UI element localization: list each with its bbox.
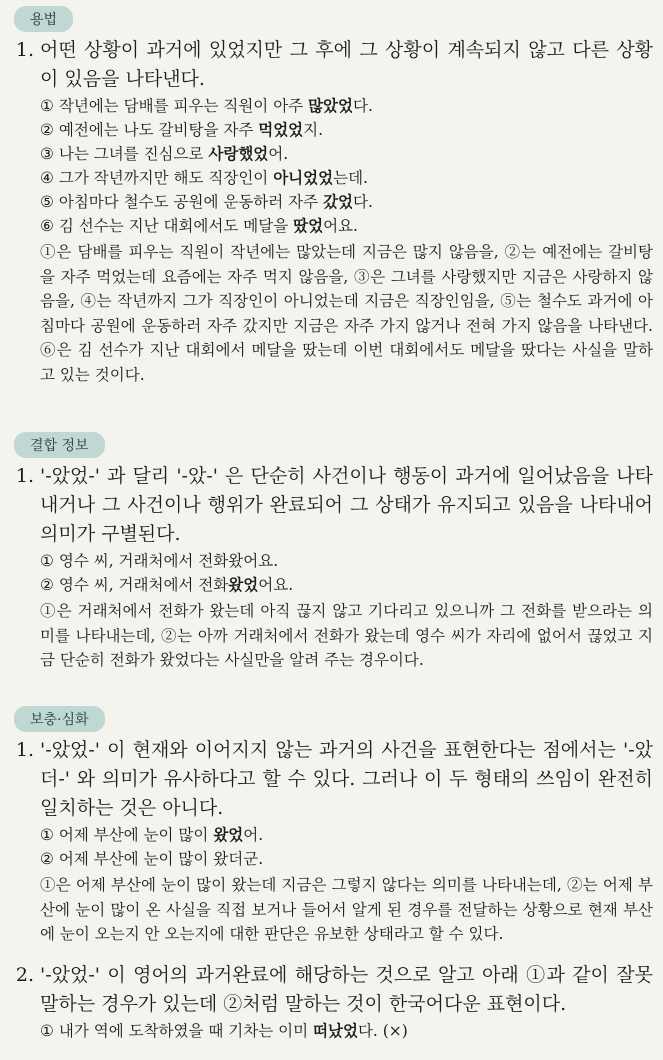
item-lead: 어떤 상황이 과거에 있었지만 그 후에 그 상황이 계속되지 않고 다른 상황이 있음을 나타낸다. (40, 39, 653, 90)
explanation: ①은 거래처에서 전화가 왔는데 아직 끊지 않고 기다리고 있으니까 그 전화를 받으라는 의미를 나타내는데, ②는 아까 거래처에서 전화가 왔는데 영수 씨가 자리에 없어서 끊었고 지금 단순히 전화가 왔었다는 사실만을 알려 주는 경우이다. (40, 602, 653, 669)
item-number: 2. (15, 963, 34, 986)
item-lead: '-았었-' 이 영어의 과거완료에 해당하는 것으로 알고 아래 ①과 같이 잘못 말하는 경우가 있는데 ②처럼 말하는 것이 한국어다운 표현이다. (40, 963, 653, 1015)
explanation: ①은 담배를 피우는 직원이 작년에는 많았는데 지금은 많지 않음을, ②는 예전에는 갈비탕을 자주 먹었는데 요즘에는 자주 먹지 않음을, ③은 그녀를 사랑했지만 지금은 사랑하지 않음을, ④는 작년까지 그가 직장인이 아니었는데 지금은 직장인임을, ⑤는 철수도 과거에 아침마다 공원에 운동하러 자주 갔지만 지금은 자주 가지 않거나 전혀 가지 않음을 나타낸다. ⑥은 김 선수가 지난 대회에서 메달을 땄는데 이번 대회에서도 메달을 땄다는 사실을 말하고 있는 것이다. (40, 243, 653, 384)
explanation: ①은 어제 부산에 눈이 많이 왔는데 지금은 그렇지 않다는 의미를 나타내는데, ②는 어제 부산에 눈이 많이 온 사실을 직접 보거나 들어서 알게 된 경우를 전달하는 상황으로 현재 부산에 눈이 오는지 안 오는지에 대한 판단은 유보한 상태라고 할 수 있다. (40, 876, 654, 943)
item-number: 1. (15, 39, 34, 61)
section-tag: 용법 (14, 6, 73, 32)
section-usage (0, 0, 653, 387)
section-combination-info (0, 426, 653, 673)
example-line: ② 예전에는 나도 갈비탕을 자주 먹었었지. (40, 120, 324, 139)
list-item (0, 961, 653, 1043)
example-line: ⑥ 김 선수는 지난 대회에서도 메달을 땄었어요. (40, 216, 358, 235)
example-line: ② 어제 부산에 눈이 많이 왔더군. (40, 850, 264, 868)
example-line: ② 영수 씨, 거래처에서 전화왔었어요. (40, 575, 294, 594)
item-lead: '-았었-' 과 달리 '-았-' 은 단순히 사건이나 행동이 과거에 일어났음을 나타내거나 그 사건이나 행위가 완료되어 그 상태가 유지되고 있음을 나타내어 의미가 구별된다. (40, 465, 653, 545)
list-item (0, 36, 653, 387)
item-number: 1. (15, 739, 34, 761)
example-line: ⑤ 아침마다 철수도 공원에 운동하러 자주 갔었다. (40, 192, 373, 211)
example-line: ① 영수 씨, 거래처에서 전화왔어요. (40, 552, 279, 570)
section-tag: 보충·심화 (14, 706, 105, 732)
section-supplement (0, 700, 653, 1043)
list-item (0, 736, 653, 947)
list-item (0, 462, 653, 673)
item-lead: '-았었-' 이 현재와 이어지지 않는 과거의 사건을 표현한다는 점에서는 '-았더-' 와 의미가 유사하다고 할 수 있다. 그러나 이 두 형태의 쓰임이 완전히 일치하는 것은 아니다. (40, 739, 653, 819)
example-line: ① 어제 부산에 눈이 많이 왔었어. (40, 825, 264, 844)
example-line: ④ 그가 작년까지만 해도 직장인이 아니었었는데. (40, 168, 368, 187)
item-number: 1. (15, 465, 34, 487)
example-line: ③ 나는 그녀를 진심으로 사랑했었어. (40, 144, 289, 163)
section-tag: 결합 정보 (14, 432, 105, 458)
example-line: ① 내가 역에 도착하였을 때 기차는 이미 떠났었다. (×) (40, 1020, 408, 1040)
example-line: ① 작년에는 담배를 피우는 직원이 아주 많았었다. (40, 96, 373, 115)
